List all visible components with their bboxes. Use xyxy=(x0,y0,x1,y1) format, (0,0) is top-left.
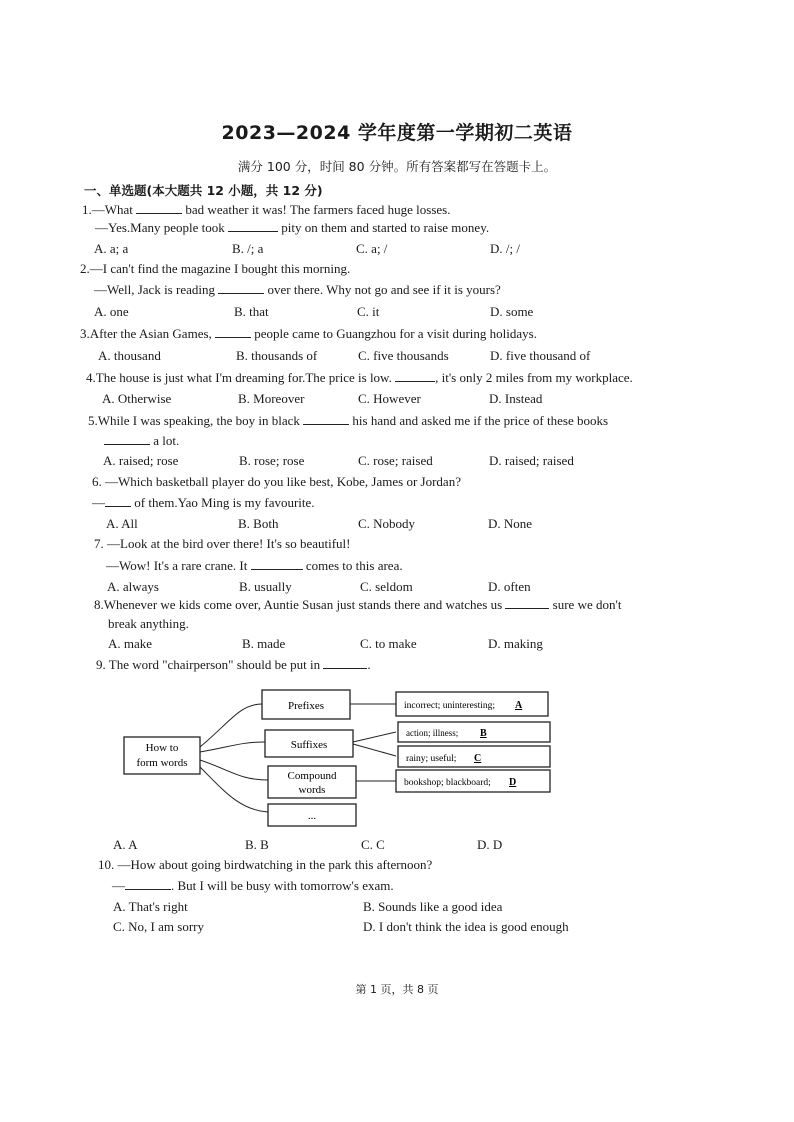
option-c: C. five thousands xyxy=(358,348,449,363)
question-line xyxy=(108,616,189,632)
question-line xyxy=(82,202,450,218)
option-a: A. thousand xyxy=(98,348,161,363)
prefixes-label: Prefixes xyxy=(287,700,325,712)
compound-label: Compound xyxy=(287,770,337,782)
option-c: C. it xyxy=(357,304,380,319)
option-c: C. Nobody xyxy=(358,516,416,531)
option-d: D. /; / xyxy=(490,241,520,256)
question-line xyxy=(88,413,608,429)
page-title: 2023—2024 学年度第一学期初二英语 xyxy=(221,122,573,144)
compound-label: words xyxy=(298,784,326,796)
question-text: While I was speaking, the boy in black xyxy=(97,413,300,428)
question-text: comes to this area. xyxy=(305,558,403,573)
connector-line xyxy=(353,744,396,756)
option-a: A. one xyxy=(94,304,129,319)
root-label: How to xyxy=(145,742,179,754)
question-number: 5. xyxy=(88,413,98,428)
question-number: 10. xyxy=(98,857,115,872)
option-d: D. making xyxy=(488,636,543,651)
question-text: his hand and asked me if the price of these books xyxy=(352,413,609,428)
answer-blank xyxy=(323,657,367,669)
question-text: —Wow! It's a rare crane. It xyxy=(106,558,248,573)
page-number: 第 1 页，共 8 页 xyxy=(355,983,439,996)
option-a: A. a; a xyxy=(94,241,129,256)
option-d: D. I don't think the idea is good enough xyxy=(363,919,569,934)
option-a: A. always xyxy=(107,579,159,594)
question-text: — xyxy=(112,878,125,893)
question-line xyxy=(104,433,179,449)
question-number: 7. xyxy=(94,536,104,551)
question-text: —Which basketball player do you like best, Kobe, James or Jordan? xyxy=(105,474,461,489)
example-text: bookshop; blackboard; xyxy=(404,778,491,788)
answer-blank xyxy=(105,495,131,507)
answer-blank xyxy=(104,433,150,445)
option-a: A. That's right xyxy=(113,899,188,914)
answer-blank xyxy=(505,597,549,609)
answer-blank xyxy=(125,878,171,890)
example-label: D xyxy=(509,777,517,788)
example-label: C xyxy=(474,753,482,764)
question-text: a lot. xyxy=(153,433,180,448)
connector-line xyxy=(200,742,265,752)
question-line xyxy=(96,657,371,673)
example-label: A xyxy=(515,700,523,711)
option-b: B. Both xyxy=(238,516,279,531)
question-text: After the Asian Games, xyxy=(89,326,212,341)
option-b: B. Moreover xyxy=(238,391,305,406)
option-a: A. raised; rose xyxy=(103,453,179,468)
question-number: 4. xyxy=(86,370,96,385)
option-c: C. seldom xyxy=(360,579,413,594)
option-a: A. Otherwise xyxy=(102,391,172,406)
option-c: C. C xyxy=(361,837,385,852)
question-text: bad weather it was! The farmers faced huge losses. xyxy=(185,202,451,217)
question-number: 1. xyxy=(82,202,92,217)
option-a: A. A xyxy=(113,837,138,852)
option-b: B. usually xyxy=(239,579,292,594)
question-line xyxy=(112,878,394,894)
question-text: —How about going birdwatching in the park this afternoon? xyxy=(117,857,433,872)
question-line xyxy=(94,597,621,613)
answer-blank xyxy=(395,370,435,382)
question-text: of them.Yao Ming is my favourite. xyxy=(134,495,315,510)
option-a: A. make xyxy=(108,636,153,651)
answer-blank xyxy=(251,558,303,570)
example-text: action; illness; xyxy=(406,728,459,738)
question-text: — xyxy=(92,495,105,510)
option-c: C. a; / xyxy=(356,241,388,256)
option-b: B. B xyxy=(245,837,269,852)
question-number: 8. xyxy=(94,597,104,612)
question-line xyxy=(86,370,633,386)
question-text: The house is just what I'm dreaming for.The price is low. xyxy=(95,370,392,385)
option-b: B. thousands of xyxy=(236,348,318,363)
option-b: B. made xyxy=(242,636,286,651)
question-text: sure we don't xyxy=(552,597,622,612)
question-line xyxy=(94,536,351,552)
exam-instructions: 满分 100 分，时间 80 分钟。所有答案都写在答题卡上。 xyxy=(237,159,557,174)
question-text: over there. Why not go and see if it is yours? xyxy=(267,282,501,297)
question-text: people came to Guangzhou for a visit during holidays. xyxy=(254,326,537,341)
question-line xyxy=(95,220,489,236)
option-c: C. rose; raised xyxy=(358,453,433,468)
answer-blank xyxy=(136,202,182,214)
answer-blank xyxy=(215,326,251,338)
question-text: Whenever we kids come over, Auntie Susan just stands there and watches us xyxy=(103,597,503,612)
question-text: pity on them and started to raise money. xyxy=(281,220,490,235)
example-text: rainy; useful; xyxy=(406,754,457,764)
option-c: C. However xyxy=(358,391,421,406)
question-line xyxy=(106,558,403,574)
section-heading: 一、单选题(本大题共 12 小题，共 12 分) xyxy=(84,183,323,198)
question-text: —Well, Jack is reading xyxy=(94,282,215,297)
option-c: C. No, I am sorry xyxy=(113,919,204,934)
root-label: form words xyxy=(136,757,188,769)
option-b: B. /; a xyxy=(232,241,264,256)
option-b: B. that xyxy=(234,304,269,319)
question-line xyxy=(80,326,537,342)
question-text: break anything. xyxy=(108,616,189,631)
question-text: —Look at the bird over there! It's so beautiful! xyxy=(107,536,351,551)
option-d: D. often xyxy=(488,579,531,594)
option-d: D. None xyxy=(488,516,533,531)
option-d: D. D xyxy=(477,837,503,852)
answer-blank xyxy=(228,220,278,232)
question-number: 9. xyxy=(96,657,106,672)
question-number: 3. xyxy=(80,326,90,341)
question-text: , it's only 2 miles from my workplace. xyxy=(435,370,633,385)
option-d: D. some xyxy=(490,304,534,319)
word-formation-diagram xyxy=(110,682,560,832)
answer-blank xyxy=(303,413,349,425)
more-label: ... xyxy=(307,810,317,822)
question-text: The word "chairperson" should be put in xyxy=(108,657,321,672)
question-line xyxy=(98,857,432,873)
connector-line xyxy=(200,704,262,747)
question-line xyxy=(92,495,315,511)
option-b: B. Sounds like a good idea xyxy=(363,899,503,914)
question-number: 2. xyxy=(80,261,90,276)
option-c: C. to make xyxy=(360,636,417,651)
example-text: incorrect; uninteresting; xyxy=(404,701,496,711)
question-text: . But I will be busy with tomorrow's exam. xyxy=(171,878,394,893)
connector-line xyxy=(353,732,396,742)
example-label: B xyxy=(480,728,487,739)
answer-blank xyxy=(218,282,264,294)
question-line xyxy=(80,261,350,277)
question-text: —What xyxy=(91,202,133,217)
suffixes-label: Suffixes xyxy=(290,739,328,751)
question-text: —I can't find the magazine I bought this morning. xyxy=(89,261,351,276)
option-b: B. rose; rose xyxy=(239,453,305,468)
option-a: A. All xyxy=(106,516,138,531)
option-d: D. raised; raised xyxy=(489,453,574,468)
question-line xyxy=(94,282,501,298)
question-line xyxy=(92,474,461,490)
question-text: —Yes.Many people took xyxy=(95,220,225,235)
question-number: 6. xyxy=(92,474,102,489)
option-d: D. five thousand of xyxy=(490,348,591,363)
option-d: D. Instead xyxy=(489,391,543,406)
question-text: . xyxy=(367,657,371,672)
